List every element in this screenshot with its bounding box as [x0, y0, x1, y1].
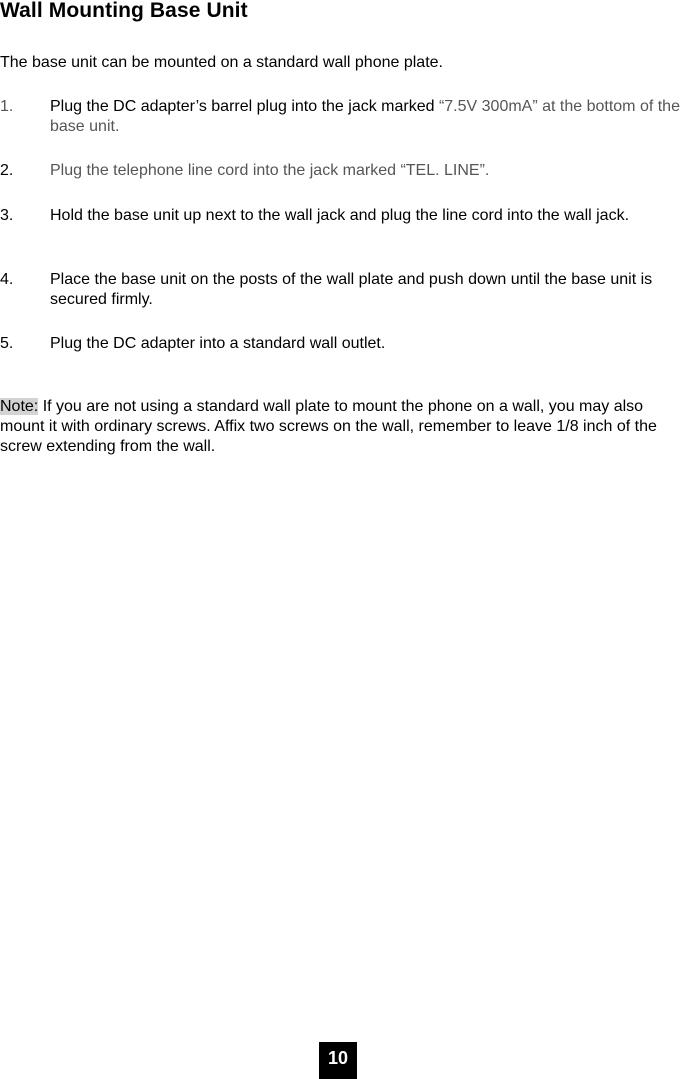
note-text: If you are not using a standard wall plate to mount the phone on a wall, you may also mount it with ordinary screws. Affix two screws on the wall, remember to leave 1/8 inch of the screw extending from the wall.: [0, 398, 657, 455]
step-4: [0, 270, 683, 310]
step-3-text: Hold the base unit up next to the wall jack and plug the line cord into the wall jack.: [50, 207, 630, 224]
step-4-number: 4.: [0, 271, 14, 288]
page-title: Wall Mounting Base Unit: [0, 0, 248, 22]
step-1-text-main: Plug the DC adapter’s barrel plug into the jack marked: [50, 98, 439, 115]
step-5: [0, 334, 683, 354]
step-1-number: 1.: [0, 98, 14, 115]
step-4-text: Place the base unit on the posts of the wall plate and push down until the base unit is secured firmly.: [50, 271, 653, 308]
step-1-text-quoted: “7.5V 300mA” at the bottom of the base unit.: [50, 98, 680, 135]
step-2-number: 2.: [0, 162, 14, 179]
step-1-text: [50, 97, 683, 137]
page-number: 10: [319, 1042, 357, 1079]
note-label: Note:: [0, 398, 39, 415]
step-5-text: Plug the DC adapter into a standard wall outlet.: [50, 335, 386, 352]
note-paragraph: [0, 397, 683, 457]
step-3: [0, 206, 683, 226]
step-2: [0, 161, 683, 181]
step-5-number: 5.: [0, 335, 14, 352]
step-2-text: Plug the telephone line cord into the jack marked “TEL. LINE”.: [50, 162, 490, 179]
step-1: [0, 97, 683, 137]
step-3-number: 3.: [0, 207, 14, 224]
intro-paragraph: The base unit can be mounted on a standard wall phone plate.: [0, 54, 443, 71]
